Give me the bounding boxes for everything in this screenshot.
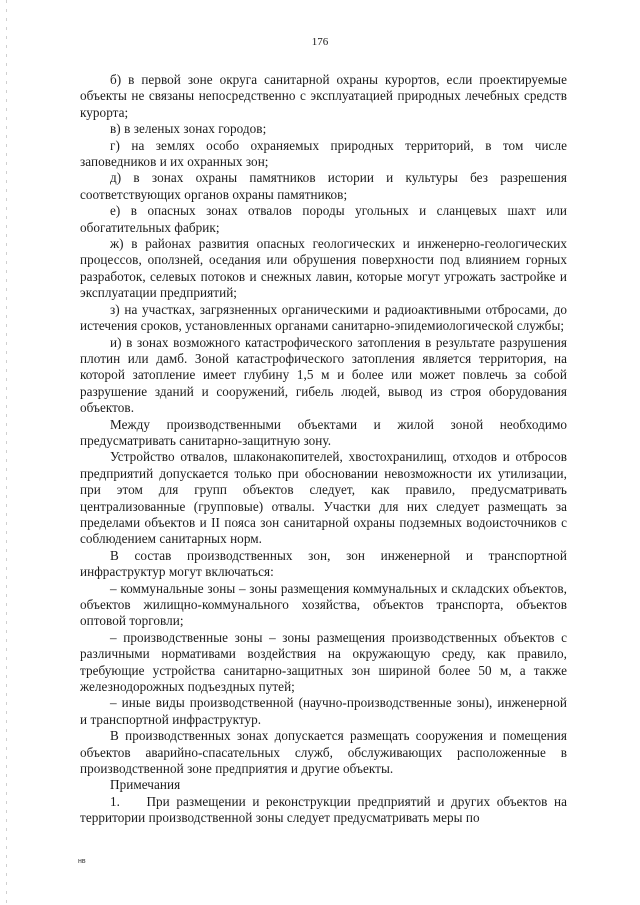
footer-mark: нв — [78, 858, 86, 865]
notes-title: Примечания — [110, 777, 181, 793]
list-item-production-zones: – производственные зоны – зоны размещения производственных объектов с различными нормативами воздействия на окружающую среду, как правило, требующие устройства санитарно-защитных зон шириной более 50 м, а также железнодорожных подъездных путей; — [80, 629, 567, 695]
paragraph-sanitary-zone: Между производственными объектами и жилой зоной необходимо предусматривать санитарно-защитную зону. — [80, 416, 567, 448]
list-item-other-types: – иные виды производственной (научно-производственные зоны), инженерной и транспортной инфраструктур. — [80, 695, 567, 727]
list-item-communal-zones: – коммунальные зоны – зоны размещения коммунальных и складских объектов, объектов жилищно-коммунального хозяйства, объектов транспорта, объектов оптовой торговли; — [80, 580, 567, 629]
paragraph-v: в) в зеленых зонах городов; — [110, 121, 267, 137]
paragraph-i: и) в зонах возможного катастрофического затопления в результате разрушения плотин или дамб. Зоной катастрофического затопления является территория, на которой затопление имеет глубину 1,5 м и более или может повлечь за собой разрушение зданий и сооружений, гибель людей, вывод из строя оборудования объектов. — [80, 334, 567, 416]
page-number: 176 — [311, 36, 329, 48]
note-1: 1. При размещении и реконструкции предприятий и других объектов на территории производственной зоны следует предусматривать меры по — [80, 793, 567, 826]
paragraph-rescue-services: В производственных зонах допускается размещать сооружения и помещения объектов аварийно-спасательных служб, обслуживающих расположенные в производственной зоне предприятия и другие объекты. — [80, 728, 567, 777]
paragraph-zone-composition: В состав производственных зон, зон инженерной и транспортной инфраструктур могут включаться: — [80, 547, 567, 580]
paragraph-g: г) на землях особо охраняемых природных территорий, в том числе заповедников и их охранных зон; — [80, 137, 567, 170]
paragraph-z: з) на участках, загрязненных органическими и радиоактивными отбросами, до истечения сроков, установленных органами санитарно-эпидемиологической службы; — [80, 301, 567, 334]
scan-edge-line — [6, 0, 7, 905]
paragraph-zh: ж) в районах развития опасных геологических и инженерно-геологических процессов, оползней, оседания или обрушения поверхности под влиянием горных разработок, селевых потоков и снежных лавин, которые могут угрожать застройке и эксплуатации предприятий; — [80, 236, 567, 301]
paragraph-b: б) в первой зоне округа санитарной охраны курортов, если проектируемые объекты не связаны непосредственно с эксплуатацией природных лечебных средств курорта; — [80, 72, 567, 120]
paragraph-dumps: Устройство отвалов, шлаконакопителей, хвостохранилищ, отходов и отбросов предприятий допускается только при обосновании невозможности их утилизации, при этом для групп объектов следует, как правило, предусматривать централизованные (групповые) отвалы. Участки для них следует размещать за пределами объектов и II пояса зон санитарной охраны подземных водоисточников с соблюдением санитарных норм. — [80, 449, 567, 547]
paragraph-d: д) в зонах охраны памятников истории и культуры без разрешения соответствующих органов охраны памятников; — [80, 170, 567, 202]
paragraph-e: е) в опасных зонах отвалов породы угольных и сланцевых шахт или обогатительных фабрик; — [80, 203, 567, 235]
text-body — [80, 72, 567, 827]
